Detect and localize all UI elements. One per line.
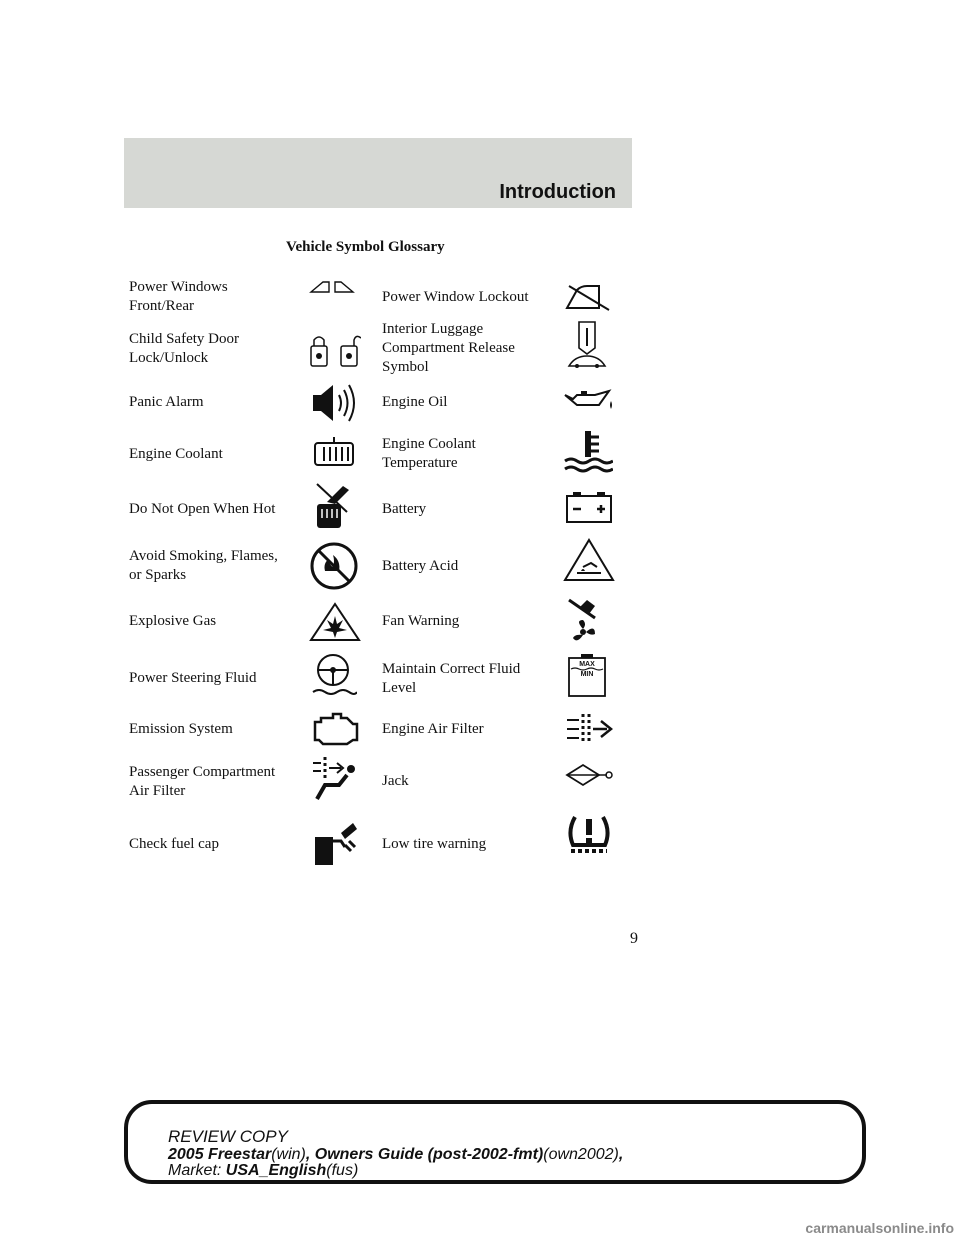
battery-icon	[565, 490, 613, 524]
section-title: Introduction	[499, 181, 616, 203]
glossary-title: Vehicle Symbol Glossary	[286, 239, 445, 255]
symbol-label: Power Windows Front/Rear	[129, 279, 228, 314]
symbol-label: Child Safety Door Lock/Unlock	[129, 331, 239, 366]
symbol-label: Panic Alarm	[129, 394, 204, 410]
power-windows-icon	[309, 280, 355, 294]
symbol-label: Check fuel cap	[129, 836, 219, 852]
symbol-label: Low tire warning	[382, 836, 487, 852]
check-fuel-cap-icon	[311, 821, 359, 867]
power-window-lockout-icon	[563, 282, 613, 312]
symbol-label: Interior Luggage Compartment Release Symbol	[382, 321, 515, 375]
max-level-text: MAX	[579, 661, 595, 668]
luggage-release-icon	[565, 320, 609, 370]
symbol-label: Engine Coolant	[129, 446, 223, 462]
watermark: carmanualsonline.info	[805, 1220, 954, 1236]
page-number: 9	[630, 930, 638, 947]
review-copy-text: REVIEW COPY	[168, 1127, 288, 1146]
symbol-label: Engine Oil	[382, 394, 448, 410]
symbol-label: Jack	[382, 773, 409, 789]
engine-coolant-icon	[311, 435, 357, 469]
fluid-level-icon	[565, 654, 609, 698]
symbol-label: Power Steering Fluid	[129, 670, 257, 686]
symbol-label: Power Window Lockout	[382, 289, 529, 305]
symbol-label: Passenger Compartment Air Filter	[129, 764, 276, 799]
no-smoking-flames-icon	[309, 541, 359, 591]
child-safety-lock-icon	[309, 332, 361, 368]
jack-icon	[563, 763, 615, 787]
symbol-label: Battery	[382, 501, 427, 517]
panic-alarm-icon	[311, 381, 359, 425]
low-tire-warning-icon	[565, 811, 613, 857]
review-model-line: 2005 Freestar(win), Owners Guide (post-2002-fmt)(own2002),	[168, 1146, 624, 1163]
symbol-label: Engine Coolant Temperature	[382, 436, 476, 471]
symbol-label: Battery Acid	[382, 558, 459, 574]
symbol-label: Emission System	[129, 721, 233, 737]
symbol-label: Avoid Smoking, Flames, or Sparks	[129, 548, 278, 583]
symbol-label: Fan Warning	[382, 613, 460, 629]
engine-air-filter-icon	[565, 712, 613, 746]
passenger-air-filter-icon	[311, 755, 361, 803]
engine-oil-icon	[563, 387, 615, 413]
fan-warning-icon	[565, 596, 601, 644]
symbol-label: Explosive Gas	[129, 613, 217, 629]
symbol-label: Maintain Correct Fluid Level	[382, 661, 521, 696]
review-copy-box	[124, 1100, 866, 1184]
symbol-label: Engine Air Filter	[382, 721, 484, 737]
symbol-label: Do Not Open When Hot	[129, 501, 276, 517]
min-level-text: MIN	[580, 671, 594, 678]
battery-acid-icon	[563, 537, 615, 583]
coolant-temperature-icon	[563, 429, 613, 473]
review-market-line: Market: USA_English(fus)	[168, 1162, 359, 1179]
emission-system-icon	[311, 712, 361, 746]
do-not-open-hot-icon	[313, 482, 353, 530]
section-header-band	[124, 138, 632, 208]
explosive-gas-icon	[309, 602, 361, 642]
power-steering-fluid-icon	[309, 652, 357, 696]
